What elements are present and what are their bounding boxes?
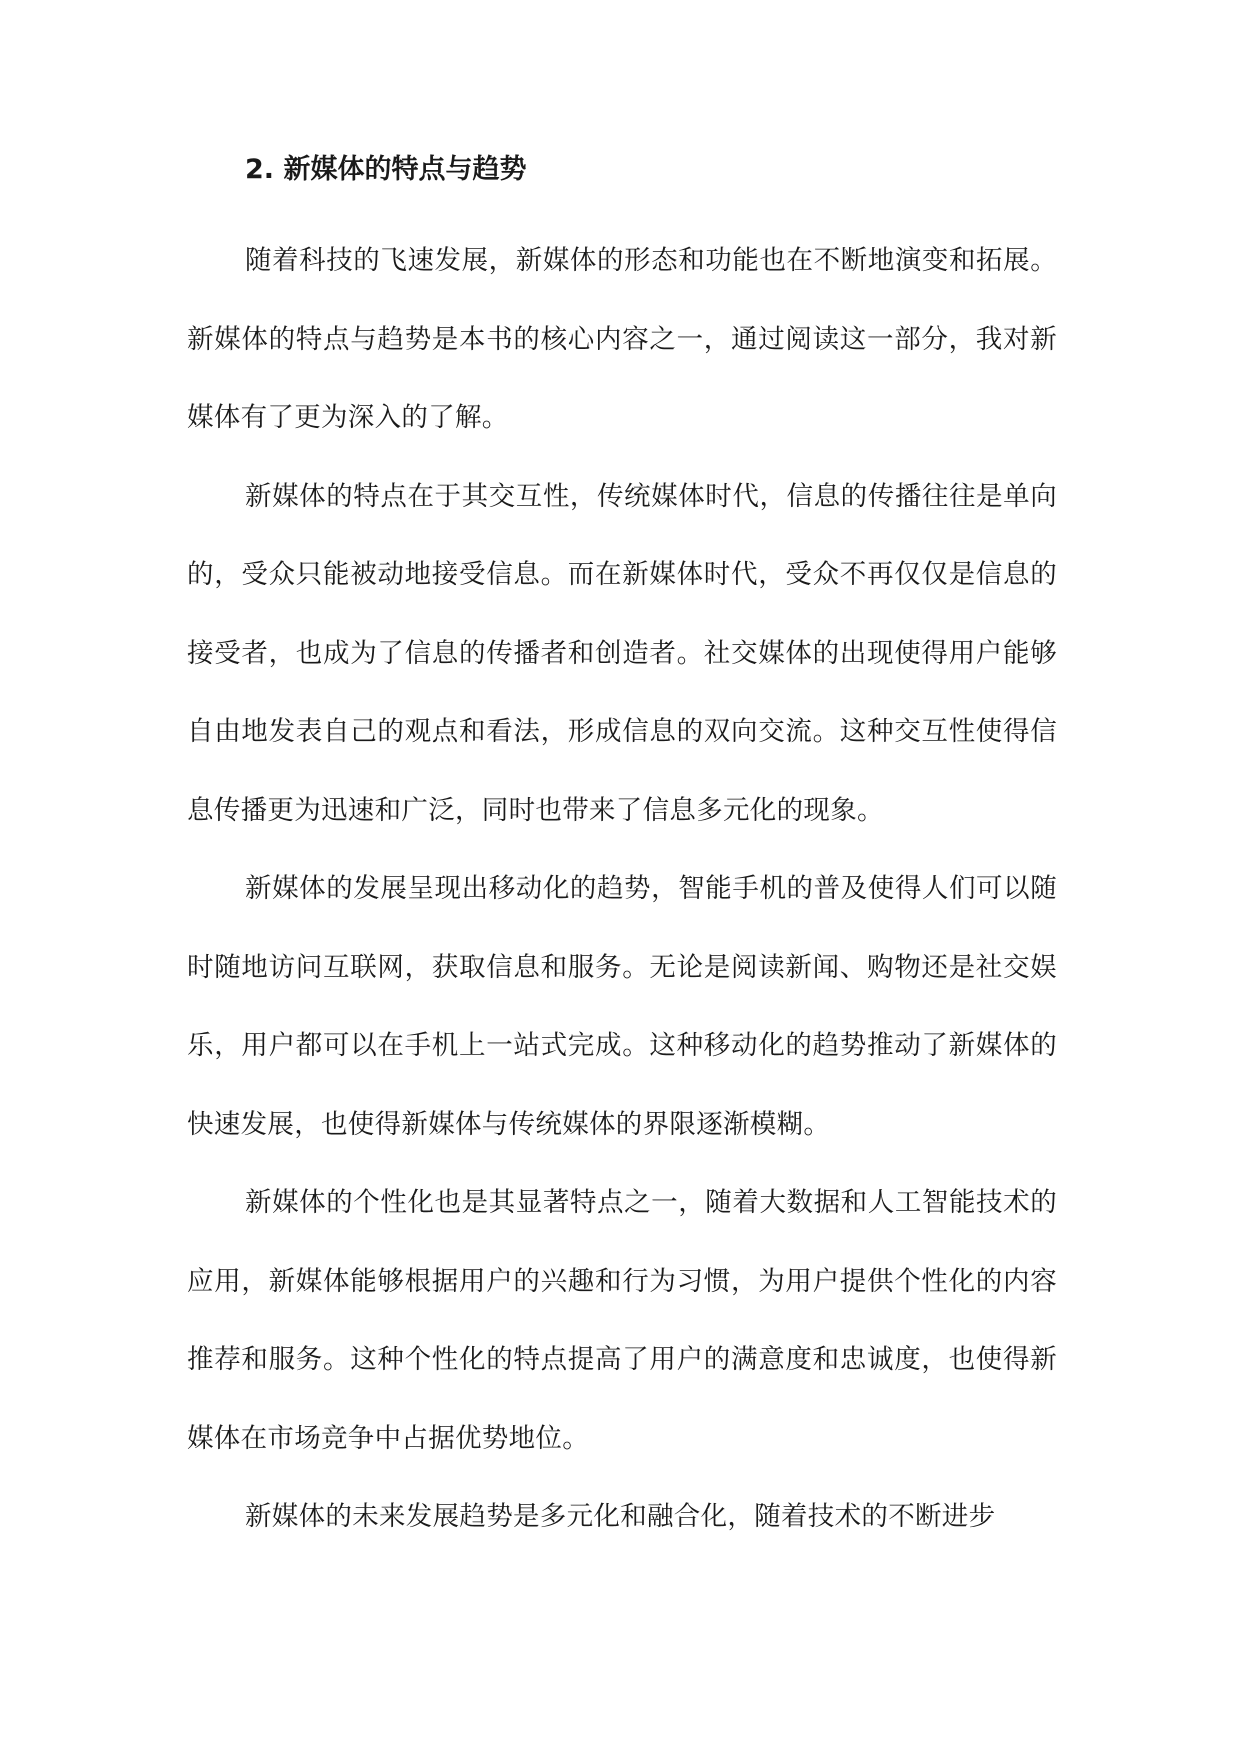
paragraph-future-trend: 新媒体的未来发展趋势是多元化和融合化，随着技术的不断进步 [245,1501,996,1532]
paragraph-personalization: 新媒体的个性化也是其显著特点之一，随着大数据和人工智能技术的应用，新媒体能够根据用户的兴趣和行为习惯，为用户提供个性化的内容推荐和服务。这种个性化的特点提高了用户的满意度和忠诚度，也使得新媒体在市场竞争中占据优势地位。 [187,1187,1057,1454]
section-heading: 2. 新媒体的特点与趋势 [245,154,527,185]
paragraph-interactivity: 新媒体的特点在于其交互性，传统媒体时代，信息的传播往往是单向的，受众只能被动地接受信息。而在新媒体时代，受众不再仅仅是信息的接受者，也成为了信息的传播者和创造者。社交媒体的出现使得用户能够自由地发表自己的观点和看法，形成信息的双向交流。这种交互性使得信息传播更为迅速和广泛，同时也带来了信息多元化的现象。 [187,480,1057,826]
paragraph-mobility: 新媒体的发展呈现出移动化的趋势，智能手机的普及使得人们可以随时随地访问互联网，获取信息和服务。无论是阅读新闻、购物还是社交娱乐，用户都可以在手机上一站式完成。这种移动化的趋势推动了新媒体的快速发展，也使得新媒体与传统媒体的界限逐渐模糊。 [187,873,1057,1140]
paragraph-intro: 随着科技的飞速发展，新媒体的形态和功能也在不断地演变和拓展。新媒体的特点与趋势是本书的核心内容之一，通过阅读这一部分，我对新媒体有了更为深入的了解。 [187,245,1057,433]
page-content [187,150,1057,1557]
